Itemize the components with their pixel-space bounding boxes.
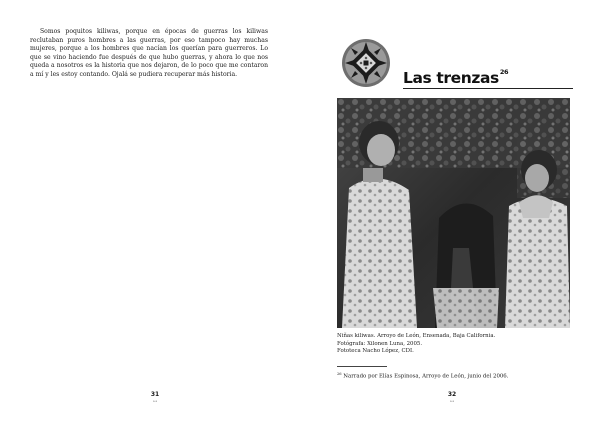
right-page: [300, 0, 600, 425]
chapter-title: [403, 69, 508, 87]
footnote-marker: 26: [337, 372, 342, 376]
page-number-right-tag: a·a: [449, 399, 455, 403]
caption-line: Fototeca Nacho López, CDI.: [337, 348, 414, 355]
page-number-left: [145, 391, 165, 403]
photo-caption: [337, 333, 577, 356]
title-footnote-marker: 26: [499, 68, 509, 76]
footnote-text: Narrado por Elías Espinosa, Arroyo de León, junio del 2006.: [343, 373, 509, 380]
page-number-right-value: 32: [447, 391, 457, 398]
footnote-divider: [337, 366, 387, 367]
children-braids-photo: [337, 98, 570, 328]
caption-line: Fotógrafa: Xilonen Luna, 2005.: [337, 340, 423, 347]
kiliwa-emblem-icon: [341, 38, 391, 88]
title-underline: [403, 88, 573, 89]
caption-line: Niñas kiliwas. Arroyo de León, Ensenada, Baja California.: [337, 333, 496, 339]
page-number-left-tag: a·a: [152, 399, 158, 403]
page-number-left-value: 31: [150, 391, 160, 398]
chapter-title-text: Las trenzas: [403, 69, 499, 87]
body-paragraph: Somos poquitos kiliwas, porque en épocas de guerras los kiliwas reclutaban puros hombres a las guerras, por eso tampoco hay muchas mujeres, porque a los hombres que nacían los querían para guerreros. Lo que se vino haciendo fue después de que hubo guerras, y ahora lo que nos queda a nosotros es la historia que nos dejaron, de lo poco que me contaron a mí y les estoy contando. Ojalá se pudiera recuperar más historia.: [30, 28, 268, 78]
chapter-title-block: [403, 68, 508, 87]
page-number-right: [442, 391, 462, 403]
footnote: [337, 371, 577, 380]
